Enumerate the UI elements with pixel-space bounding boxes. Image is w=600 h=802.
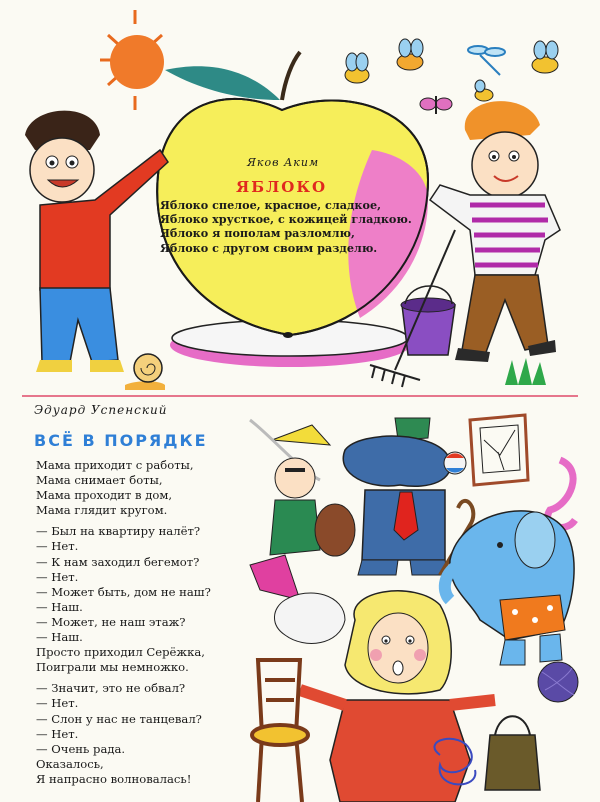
- poem-line: Яблоко спелое, красное, сладкое,: [160, 198, 381, 212]
- pillow-icon: [274, 593, 345, 643]
- bee-icon: [532, 41, 558, 73]
- poem-line: Я напрасно волновалась!: [36, 771, 192, 786]
- leaf-icon: [165, 66, 280, 100]
- poem-line: — Очень рада.: [36, 741, 126, 756]
- poem-line: Поиграли мы немножко.: [36, 660, 189, 675]
- poem-line: Оказалось,: [36, 756, 104, 771]
- poem-line: — Может, не наш этаж?: [36, 614, 186, 629]
- poem2-title: ВСЁ В ПОРЯДКЕ: [34, 431, 208, 450]
- boy-left-illustration: [25, 111, 168, 372]
- poem-line: — К нам заходил бегемот?: [36, 554, 200, 569]
- elephant-illustration: [445, 511, 574, 665]
- poem1-title: ЯБЛОКО: [236, 178, 328, 196]
- bucket-icon: [401, 286, 455, 355]
- bee-icon: [475, 80, 493, 101]
- poem-line: Мама приходит с работы,: [36, 458, 194, 472]
- poem-line: Яблоко я пополам разломлю,: [160, 226, 355, 241]
- poem2-body: [36, 458, 211, 787]
- poem1-author: Яков Аким: [247, 156, 320, 169]
- poem-line: Яблоко с другом своим разделю.: [160, 240, 378, 255]
- yarn-ball-icon: [538, 662, 578, 702]
- handbag-icon: [485, 716, 540, 790]
- dragonfly-icon: [468, 46, 505, 75]
- poem-line: — Нет.: [36, 539, 79, 554]
- bee-icon: [345, 53, 369, 83]
- chair-illustration: [252, 660, 308, 802]
- butterfly-icon: [420, 96, 452, 114]
- poem-line: — Может быть, дом не наш?: [36, 584, 211, 599]
- poem2-author: Эдуард Успенский: [34, 403, 168, 417]
- poem-line: Мама глядит кругом.: [36, 503, 168, 518]
- poem-line: — Нет.: [36, 726, 79, 741]
- poem1-stanza: [160, 198, 412, 255]
- poem-line: — Наш.: [36, 599, 83, 614]
- poem-line: — Был на квартиру налёт?: [36, 524, 201, 539]
- poem-line: — Нет.: [36, 696, 79, 711]
- poem-line: Яблоко хрусткое, с кожицей гладкою.: [160, 212, 412, 227]
- ball-icon: [444, 452, 466, 474]
- poem-line: Просто приходил Серёжка,: [36, 645, 205, 660]
- poem-line: Мама снимает боты,: [36, 473, 163, 488]
- stem-icon: [282, 52, 300, 100]
- poem-line: — Наш.: [36, 630, 83, 645]
- poem-line: Мама проходит в дом,: [36, 488, 173, 503]
- snail-icon: [125, 354, 165, 390]
- smoke-icon: [548, 460, 575, 527]
- poem-line: — Слон у нас не танцевал?: [36, 711, 202, 726]
- sun-icon: [100, 10, 164, 110]
- poem-line: — Значит, это не обвал?: [36, 681, 186, 696]
- bandit-illustration: [250, 420, 355, 600]
- bee-icon: [397, 39, 423, 70]
- poem-line: — Нет.: [36, 569, 79, 584]
- grass-icon: [505, 358, 546, 385]
- picture-frame-icon: [470, 415, 528, 485]
